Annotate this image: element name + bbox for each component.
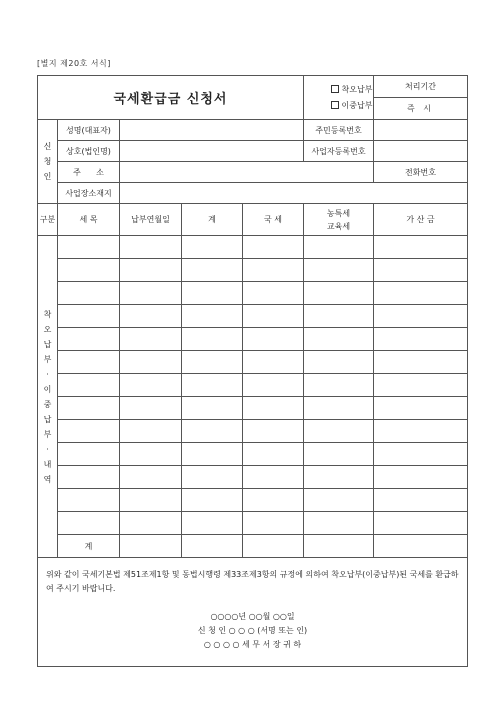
detail-cell[interactable]: [120, 328, 182, 351]
total-cell[interactable]: [182, 535, 243, 558]
processing-period-value: 즉 시: [374, 98, 468, 120]
detail-cell[interactable]: [304, 259, 374, 282]
detail-cell[interactable]: [58, 466, 120, 489]
detail-cell[interactable]: [304, 512, 374, 535]
business-location-label: 사업장소재지: [58, 183, 120, 204]
detail-cell[interactable]: [120, 236, 182, 259]
detail-row: [38, 374, 468, 397]
detail-cell[interactable]: [182, 512, 243, 535]
form-title-cell: [38, 76, 304, 120]
detail-cell[interactable]: [243, 236, 304, 259]
detail-cell[interactable]: [304, 282, 374, 305]
header-payment-date: 납부연월일: [120, 204, 182, 236]
detail-cell[interactable]: [120, 259, 182, 282]
detail-cell[interactable]: [182, 420, 243, 443]
detail-cell[interactable]: [58, 512, 120, 535]
total-label: 계: [58, 535, 120, 558]
detail-cell[interactable]: [374, 236, 468, 259]
signature-block: [46, 610, 459, 652]
detail-cell[interactable]: [243, 443, 304, 466]
detail-cell[interactable]: [304, 420, 374, 443]
payment-type-options: [304, 76, 374, 120]
signature-addressee: ○ ○ ○ ○ 세 무 서 장 귀 하: [203, 640, 302, 649]
detail-cell[interactable]: [304, 236, 374, 259]
detail-row: [38, 397, 468, 420]
detail-cell[interactable]: [304, 374, 374, 397]
detail-cell[interactable]: [374, 443, 468, 466]
header-penalty: 가 산 금: [374, 204, 468, 236]
statement-cell: [38, 558, 468, 667]
total-cell[interactable]: [120, 535, 182, 558]
detail-cell[interactable]: [243, 282, 304, 305]
header-special-tax: 농특세 교육세: [304, 204, 374, 236]
detail-cell[interactable]: [58, 489, 120, 512]
detail-cell[interactable]: [182, 259, 243, 282]
detail-cell[interactable]: [374, 259, 468, 282]
detail-cell[interactable]: [374, 512, 468, 535]
address-field[interactable]: [120, 162, 374, 183]
header-tax-item: 세 목: [58, 204, 120, 236]
header-national-tax: 국 세: [243, 204, 304, 236]
resident-no-label: 주민등록번호: [304, 120, 374, 141]
detail-cell[interactable]: [120, 489, 182, 512]
detail-cell[interactable]: [120, 282, 182, 305]
detail-cell[interactable]: [182, 328, 243, 351]
checkbox-icon[interactable]: [331, 101, 339, 109]
detail-cell[interactable]: [304, 466, 374, 489]
form-title: 국세환급금 신청서: [113, 92, 228, 107]
detail-cell[interactable]: [120, 443, 182, 466]
header-category: 구분: [38, 204, 58, 236]
detail-cell[interactable]: [182, 374, 243, 397]
detail-cell[interactable]: [374, 374, 468, 397]
detail-cell[interactable]: [120, 351, 182, 374]
statement-text: 위와 같이 국세기본법 제51조제1항 및 동법시행령 제33조제3항의 규정에 의하여 착오납부(이중납부)된 국세를 환급하여 주시기 바랍니다.: [46, 570, 459, 593]
detail-cell[interactable]: [58, 443, 120, 466]
detail-row: [38, 328, 468, 351]
detail-cell[interactable]: [304, 443, 374, 466]
header-total: 계: [182, 204, 243, 236]
detail-cell[interactable]: [120, 397, 182, 420]
detail-cell[interactable]: [58, 236, 120, 259]
phone-label: 전화번호: [374, 162, 468, 183]
detail-cell[interactable]: [243, 351, 304, 374]
detail-cell[interactable]: [304, 305, 374, 328]
detail-cell[interactable]: [120, 374, 182, 397]
detail-cell[interactable]: [182, 305, 243, 328]
detail-row: [38, 259, 468, 282]
detail-cell[interactable]: [120, 512, 182, 535]
detail-cell[interactable]: [374, 466, 468, 489]
checkbox-icon[interactable]: [331, 85, 339, 93]
business-reg-no-label: 사업자등록번호: [304, 141, 374, 162]
refund-application-form: [37, 75, 468, 667]
detail-row: [38, 443, 468, 466]
signature-date: ○○○○년 ○○월 ○○일: [210, 612, 295, 621]
business-name-label: 상호(법인명): [58, 141, 120, 162]
detail-cell[interactable]: [304, 397, 374, 420]
detail-cell[interactable]: [243, 305, 304, 328]
detail-cell[interactable]: [182, 236, 243, 259]
detail-cell[interactable]: [58, 328, 120, 351]
name-field[interactable]: [120, 120, 304, 141]
detail-cell[interactable]: [304, 489, 374, 512]
detail-cell[interactable]: [58, 397, 120, 420]
detail-cell[interactable]: [58, 420, 120, 443]
detail-row: [38, 420, 468, 443]
business-location-field[interactable]: [120, 183, 468, 204]
detail-cell[interactable]: [58, 305, 120, 328]
detail-cell[interactable]: [243, 328, 304, 351]
total-cell[interactable]: [374, 535, 468, 558]
detail-cell[interactable]: [374, 420, 468, 443]
detail-cell[interactable]: [374, 351, 468, 374]
option-label: 이중납부: [341, 100, 373, 110]
form-number-label: [별지 제20호 서식]: [37, 59, 111, 68]
detail-cell[interactable]: [120, 305, 182, 328]
detail-cell[interactable]: [182, 466, 243, 489]
detail-row: [38, 305, 468, 328]
business-name-field[interactable]: [120, 141, 304, 162]
detail-cell[interactable]: [182, 397, 243, 420]
detail-cell[interactable]: [182, 489, 243, 512]
detail-cell[interactable]: [374, 282, 468, 305]
detail-cell[interactable]: [243, 420, 304, 443]
payment-detail-section-label: 착 오 납 부 · 이 중 납 부 · 내 역: [38, 236, 58, 558]
address-label: 주 소: [58, 162, 120, 183]
signature-applicant: 신 청 인 ○ ○ ○ (서명 또는 인): [197, 626, 308, 635]
detail-row: [38, 466, 468, 489]
name-label: 성명(대표자): [58, 120, 120, 141]
detail-cell[interactable]: [374, 305, 468, 328]
business-reg-no-field[interactable]: [374, 141, 468, 162]
detail-row: [38, 282, 468, 305]
total-row: [38, 535, 468, 558]
detail-cell[interactable]: [182, 443, 243, 466]
detail-cell[interactable]: [182, 282, 243, 305]
total-cell[interactable]: [243, 535, 304, 558]
total-cell[interactable]: [304, 535, 374, 558]
detail-cell[interactable]: [374, 397, 468, 420]
applicant-section-label: 신 청 인: [38, 120, 58, 204]
detail-cell[interactable]: [374, 328, 468, 351]
option-mistaken-payment[interactable]: [330, 82, 373, 98]
detail-cell[interactable]: [58, 374, 120, 397]
detail-cell[interactable]: [243, 259, 304, 282]
option-label: 착오납부: [341, 84, 373, 94]
option-double-payment[interactable]: [330, 98, 373, 114]
detail-cell[interactable]: [182, 351, 243, 374]
resident-no-field[interactable]: [374, 120, 468, 141]
detail-cell[interactable]: [304, 351, 374, 374]
detail-cell[interactable]: [58, 259, 120, 282]
detail-row: [38, 236, 468, 259]
detail-row: [38, 489, 468, 512]
detail-cell[interactable]: [58, 282, 120, 305]
processing-period-label: 처리기간: [374, 76, 468, 98]
detail-cell[interactable]: [374, 489, 468, 512]
detail-cell[interactable]: [58, 351, 120, 374]
detail-row: [38, 351, 468, 374]
detail-cell[interactable]: [243, 489, 304, 512]
detail-row: [38, 512, 468, 535]
detail-cell[interactable]: [243, 512, 304, 535]
detail-cell[interactable]: [243, 374, 304, 397]
detail-cell[interactable]: [120, 466, 182, 489]
detail-cell[interactable]: [120, 420, 182, 443]
detail-cell[interactable]: [243, 397, 304, 420]
detail-cell[interactable]: [243, 466, 304, 489]
detail-cell[interactable]: [304, 328, 374, 351]
